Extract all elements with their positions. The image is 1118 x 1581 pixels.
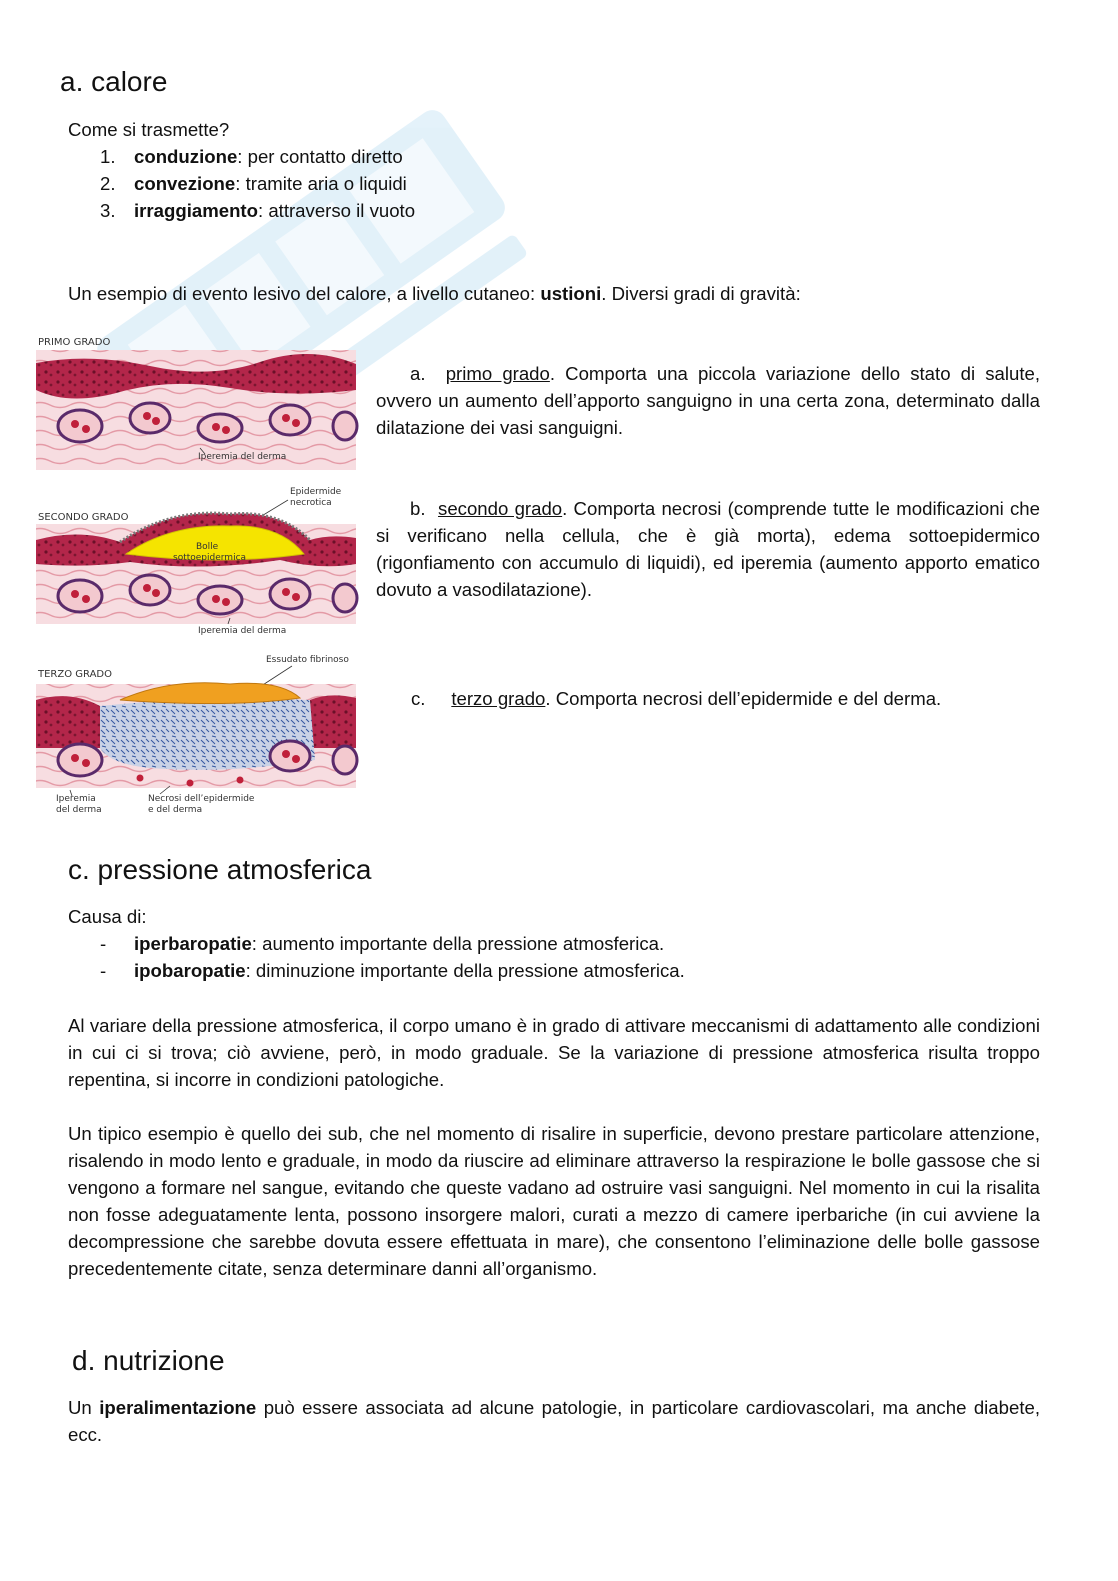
ustioni-paragraph: Un esempio di evento lesivo del calore, a livello cutaneo: ustioni. Diversi gradi di gravità: <box>68 283 801 304</box>
pressione-paragraph-1: Al variare della pressione atmosferica, il corpo umano è in grado di attivare meccanismi di adattamento alle condizioni in cui ci si trova; ciò avviene, però, in modo graduale. Se la variazione di pressione atmosferica risulta troppo repentina, si incorre in condizioni patologiche. <box>68 1015 1040 1090</box>
svg-text:necrotica: necrotica <box>290 498 332 508</box>
label-primo-grado: PRIMO GRADO <box>38 337 111 348</box>
list-item: - iperbaropatie: aumento importante della pressione atmosferica. <box>100 933 665 954</box>
svg-text:del derma: del derma <box>56 805 102 815</box>
heading-pressione: c. pressione atmosferica <box>68 854 372 885</box>
pressione-list <box>100 930 685 984</box>
svg-text:Iperemia: Iperemia <box>56 794 96 804</box>
label-secondo-grado: SECONDO GRADO <box>38 512 129 523</box>
svg-text:Bolle: Bolle <box>196 542 219 552</box>
calore-intro: Come si trasmette? <box>68 119 230 140</box>
svg-text:Epidermide: Epidermide <box>290 487 342 497</box>
pressione-intro: Causa di: <box>68 906 147 927</box>
heading-calore: a. calore <box>60 66 168 97</box>
pressione-paragraph-2: Un tipico esempio è quello dei sub, che nel momento di risalire in superficie, devono prestare particolare attenzione, risalendo in modo lento e graduale, in modo da riuscire ad eliminare attraverso la respirazione le bolle gassose che si vengono a formare nel sangue, evitando che queste vadano ad ostruire vasi sanguigni. Nel momento in cui la risalita non fosse adeguatamente lenta, possono insorgere malori, curati a mezzo di camere iperbariche (in cui avviene la decompressione che sarebbe dovuta essere effettuata in mare), che consentono l’eliminazione delle bolle gassose precedentemente citate, senza determinare danni all’organismo. <box>68 1123 1040 1279</box>
grade-b-description: b. secondo grado. Comporta necrosi (comprende tutte le modificazioni che si verificano nella cellula, che è già morta), edema sottoepidermico (rigonfiamento con accumulo di liquidi), ed iperemia (aumento apporto ematico dovuto a vasodilatazione). <box>376 498 1040 600</box>
label-iperemia-secondo: Iperemia del derma <box>198 626 287 636</box>
label-terzo-grado: TERZO GRADO <box>38 669 112 680</box>
list-item: 3. irraggiamento: attraverso il vuoto <box>100 200 416 221</box>
list-item: 1. conduzione: per contatto diretto <box>100 146 403 167</box>
svg-text:Necrosi dell’epidermide: Necrosi dell’epidermide <box>148 794 255 804</box>
list-item: - ipobaropatie: diminuzione importante della pressione atmosferica. <box>100 960 685 981</box>
grade-a-description: a. primo grado. Comporta una piccola variazione dello stato di salute, ovvero un aumento dell’apporto sanguigno in una certa zona, determinato dalla dilatazione dei vasi sanguigni. <box>376 363 1040 438</box>
svg-text:Essudato fibrinoso: Essudato fibrinoso <box>266 655 349 665</box>
grade-c-description: c. terzo grado. Comporta necrosi dell’epidermide e del derma. <box>411 688 942 709</box>
list-item: 2. convezione: tramite aria o liquidi <box>100 173 407 194</box>
svg-text:e del derma: e del derma <box>148 805 203 815</box>
label-iperemia-primo: Iperemia del derma <box>198 452 287 462</box>
nutrizione-paragraph: Un iperalimentazione può essere associata ad alcune patologie, in particolare cardiovascolari, ma anche diabete, ecc. <box>68 1397 1041 1445</box>
svg-text:sottoepidermica: sottoepidermica <box>173 553 247 563</box>
transmission-list <box>100 143 415 224</box>
heading-nutrizione: d. nutrizione <box>72 1345 225 1376</box>
burn-degrees-illustration <box>30 328 364 820</box>
